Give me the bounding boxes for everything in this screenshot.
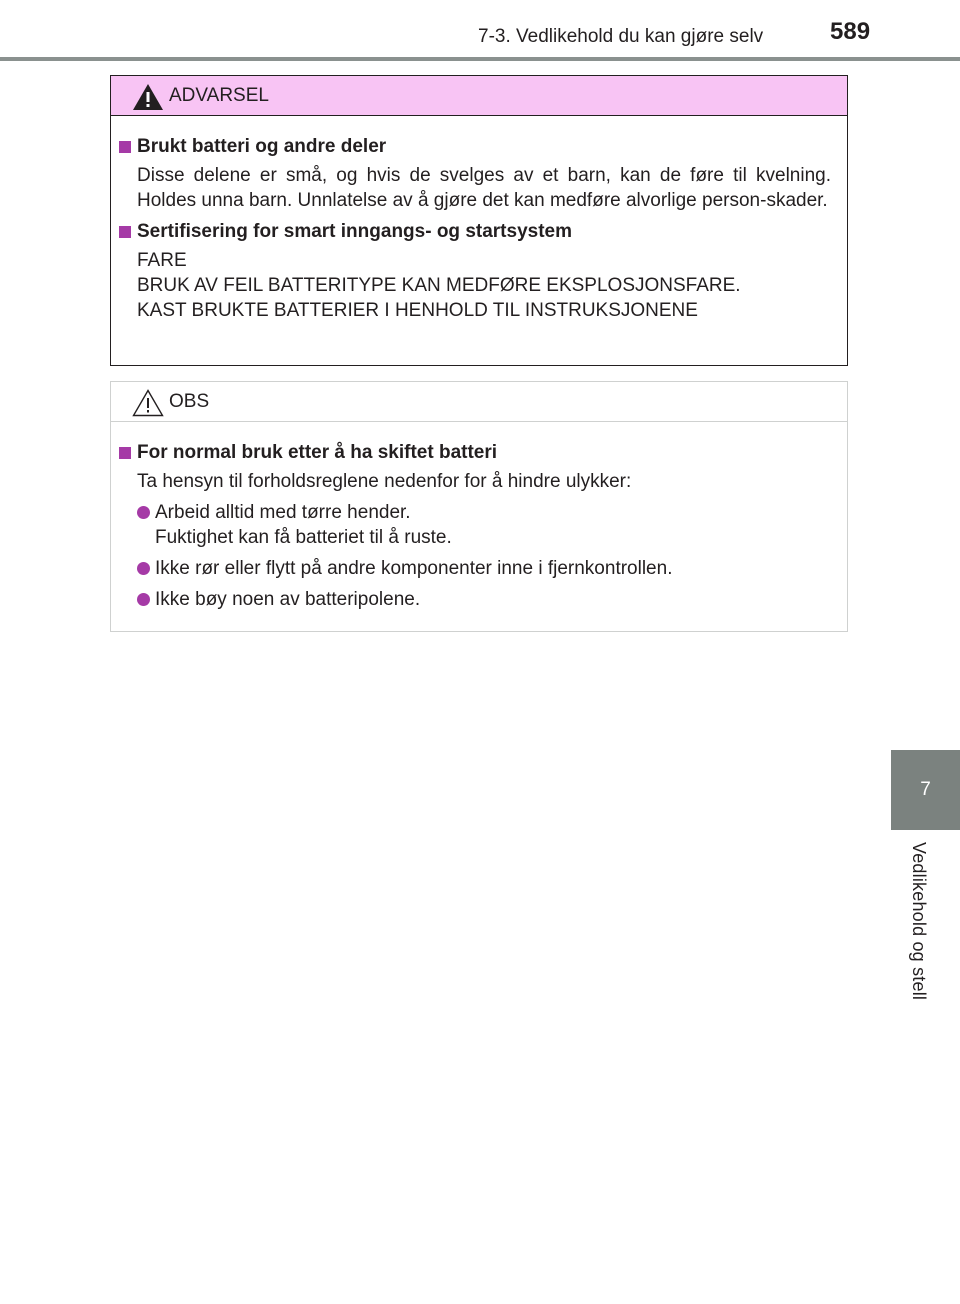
- list-item-line: Fuktighet kan få batteriet til å ruste.: [155, 527, 452, 548]
- list-item-text: Ikke rør eller flytt på andre komponenter inne i fjernkontrollen.: [155, 558, 673, 579]
- notice-box-header: [111, 382, 847, 422]
- chapter-number: 7: [920, 779, 931, 800]
- notice-label: OBS: [169, 391, 210, 412]
- square-bullet-icon: [119, 447, 131, 459]
- list-item-line: Arbeid alltid med tørre hender.: [155, 502, 411, 523]
- warning-box-body: [111, 116, 847, 323]
- warning-triangle-filled-icon: [131, 82, 165, 112]
- list-item: [137, 587, 831, 612]
- notice-intro-text: Ta hensyn til forholdsreglene nedenfor for å hindre ulykker:: [137, 471, 632, 492]
- list-item-text: [155, 500, 452, 550]
- section-title: 7-3. Vedlikehold du kan gjøre selv: [478, 26, 764, 47]
- warning-box: [110, 75, 848, 366]
- warning-line: BRUK AV FEIL BATTERITYPE KAN MEDFØRE EKSPLOSJONSFARE.: [137, 275, 741, 296]
- square-bullet-icon: [119, 141, 131, 153]
- round-bullet-icon: [137, 506, 150, 519]
- warning-triangle-outline-icon: [131, 388, 165, 418]
- warning-section-text: [137, 248, 831, 323]
- notice-section-heading-text: For normal bruk etter å ha skiftet batteri: [137, 442, 498, 463]
- page-number: 589: [830, 18, 871, 45]
- list-item-text: Ikke bøy noen av batteripolene.: [155, 589, 421, 610]
- warning-section-heading: [119, 219, 831, 245]
- notice-section-heading: [119, 440, 831, 466]
- list-item: [137, 556, 831, 581]
- warning-section-heading-text: Sertifisering for smart inngangs- og startsystem: [137, 221, 572, 242]
- warning-line: KAST BRUKTE BATTERIER I HENHOLD TIL INSTRUKSJONENE: [137, 300, 698, 321]
- round-bullet-icon: [137, 562, 150, 575]
- warning-section-text: Disse delene er små, og hvis de svelges av et barn, kan de føre til kvelning. Holdes unna barn. Unnlatelse av å gjøre det kan medføre alvorlige person-skader.: [137, 165, 831, 211]
- chapter-tab: [891, 750, 960, 830]
- header-divider: [0, 57, 960, 61]
- list-item: [137, 500, 831, 550]
- notice-box-body: [111, 422, 847, 612]
- warning-label: ADVARSEL: [169, 85, 269, 106]
- warning-box-header: [111, 76, 847, 116]
- warning-section-heading: [119, 134, 831, 160]
- round-bullet-icon: [137, 593, 150, 606]
- chapter-title: Vedlikehold og stell: [909, 842, 929, 1001]
- notice-box: [110, 381, 848, 632]
- warning-line: FARE: [137, 250, 187, 271]
- square-bullet-icon: [119, 226, 131, 238]
- warning-section-heading-text: Brukt batteri og andre deler: [137, 136, 387, 157]
